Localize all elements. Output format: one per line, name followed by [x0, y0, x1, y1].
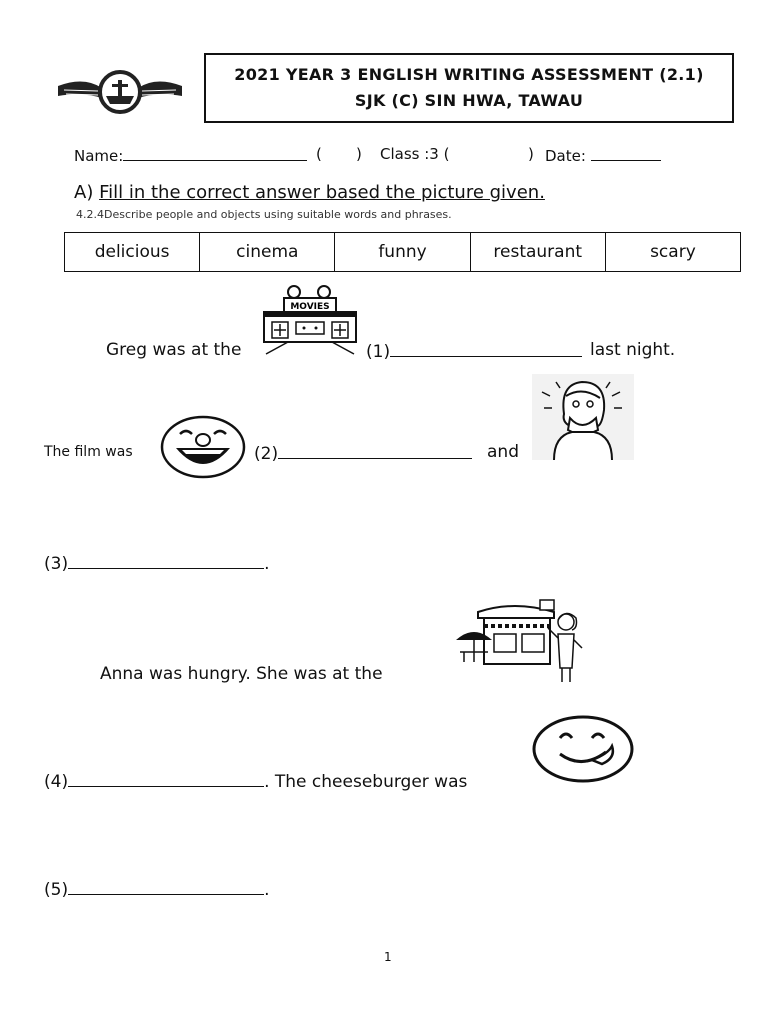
section-letter: A): [74, 182, 94, 203]
assessment-title-box: [204, 53, 734, 123]
sentence-3: [44, 552, 270, 574]
blank-1-number: (1): [366, 342, 391, 362]
word-bank-item: funny: [335, 233, 470, 271]
answer-blank-3[interactable]: [68, 552, 264, 569]
sentence-6: [44, 878, 270, 900]
blank-5-number: (5): [44, 880, 69, 900]
cinema-sign: MOVIES: [290, 302, 330, 312]
school-name: SJK (C) SIN HWA, TAWAU: [354, 91, 584, 110]
answer-blank-5[interactable]: [68, 878, 264, 895]
word-bank: [64, 232, 741, 272]
blank-4-number: (4): [44, 772, 69, 792]
name-field: [74, 145, 307, 165]
section-instruction: Fill in the correct answer based the picture given.: [99, 182, 545, 203]
sentence-2-end: and: [487, 442, 519, 462]
sentence-1-answer: [366, 340, 582, 362]
sentence-6-end: .: [264, 880, 270, 900]
sentence-2-answer: [254, 442, 472, 464]
sentence-1-start: Greg was at the: [106, 340, 242, 360]
date-label: Date:: [545, 147, 586, 165]
answer-blank-4[interactable]: [68, 770, 264, 787]
word-bank-item: delicious: [65, 233, 200, 271]
answer-blank-2[interactable]: [278, 442, 472, 459]
paren-open: (: [316, 145, 322, 163]
word-bank-item: cinema: [200, 233, 335, 271]
sentence-3-end: .: [264, 554, 270, 574]
answer-blank-1[interactable]: [390, 340, 582, 357]
blank-3-number: (3): [44, 554, 69, 574]
laughing-face-icon: [158, 414, 248, 480]
sentence-4: Anna was hungry. She was at the: [100, 664, 383, 684]
page-number: 1: [384, 950, 392, 964]
word-bank-item: scary: [650, 242, 696, 262]
name-label: Name:: [74, 147, 124, 165]
date-field: [545, 145, 661, 165]
paren-close: ): [356, 145, 362, 163]
blank-2-number: (2): [254, 444, 279, 464]
cinema-building-icon: [258, 284, 362, 358]
school-emblem-icon: [54, 66, 186, 118]
restaurant-building-icon: [454, 598, 588, 684]
class-label: Class :3 (: [380, 145, 450, 163]
sentence-2-start: The film was: [44, 444, 133, 460]
yummy-face-icon: [530, 714, 636, 784]
name-blank[interactable]: [123, 145, 307, 161]
scared-woman-icon: [532, 374, 634, 460]
section-heading: [74, 182, 545, 203]
learning-standard: 4.2.4Describe people and objects using suitable words and phrases.: [76, 208, 452, 221]
word-bank-item: restaurant: [471, 233, 606, 271]
class-close: ): [528, 145, 534, 163]
sentence-5: [44, 770, 467, 792]
date-blank[interactable]: [591, 145, 661, 161]
sentence-5-end: . The cheeseburger was: [264, 772, 468, 792]
assessment-title: 2021 YEAR 3 ENGLISH WRITING ASSESSMENT (2.1): [234, 65, 704, 84]
sentence-1-end: last night.: [590, 340, 676, 360]
